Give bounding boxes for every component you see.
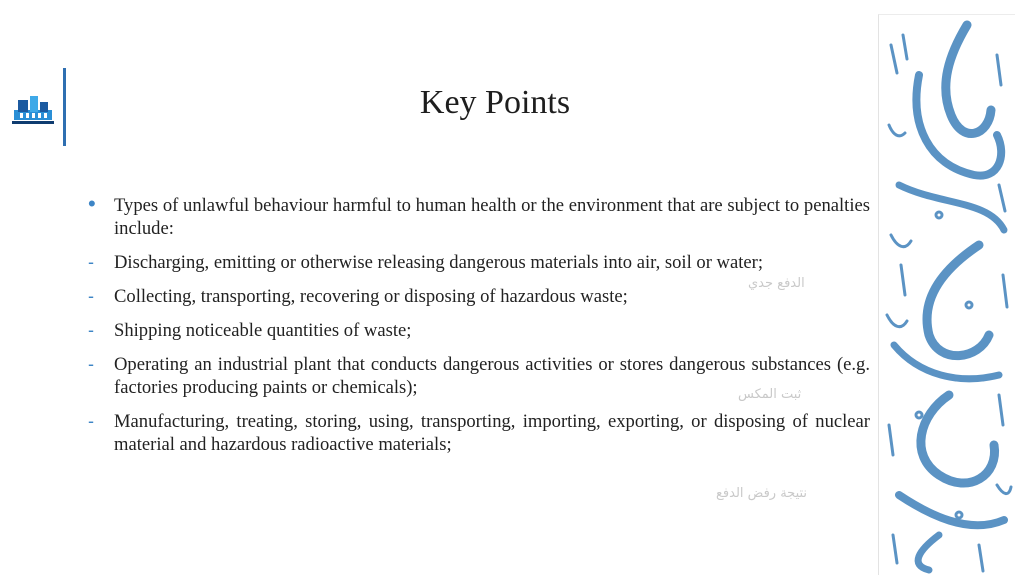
dash-marker: - (88, 286, 94, 306)
list-item (88, 319, 870, 342)
bullet-marker: • (88, 191, 96, 216)
header-divider (63, 68, 66, 146)
list-item (88, 251, 870, 274)
calligraphy-panel (878, 14, 1015, 575)
dash-marker: - (88, 354, 94, 374)
slide-title: Key Points (419, 84, 571, 121)
overlay-note: ثبت المكس (738, 387, 802, 402)
overlay-note: نتيجة رفض الدفع (716, 486, 808, 501)
list-item-text: Discharging, emitting or otherwise releasing dangerous materials into air, soil or water; (114, 252, 764, 273)
dash-marker: - (88, 320, 94, 340)
university-logo-icon (12, 92, 54, 126)
list-item-text: Shipping noticeable quantities of waste; (114, 320, 412, 341)
dash-marker: - (88, 411, 94, 431)
list-item-text: Manufacturing, treating, storing, using, transporting, importing, exporting, or disposing of nuclear material and hazardous radioactive materials; (114, 411, 870, 455)
key-points-list (88, 191, 870, 467)
list-item-text: Types of unlawful behaviour harmful to human health or the environment that are subject to penalties include: (114, 195, 870, 239)
overlay-note: الدفع جدي (748, 276, 805, 291)
list-item-text: Collecting, transporting, recovering or disposing of hazardous waste; (114, 286, 628, 307)
dash-marker: - (88, 252, 94, 272)
list-item (88, 191, 870, 240)
list-item (88, 410, 870, 456)
arabic-calligraphy-decoration (879, 15, 1015, 575)
list-item-text: Operating an industrial plant that conducts dangerous activities or stores dangerous substances (e.g. factories producing paints or chemicals); (114, 354, 870, 398)
